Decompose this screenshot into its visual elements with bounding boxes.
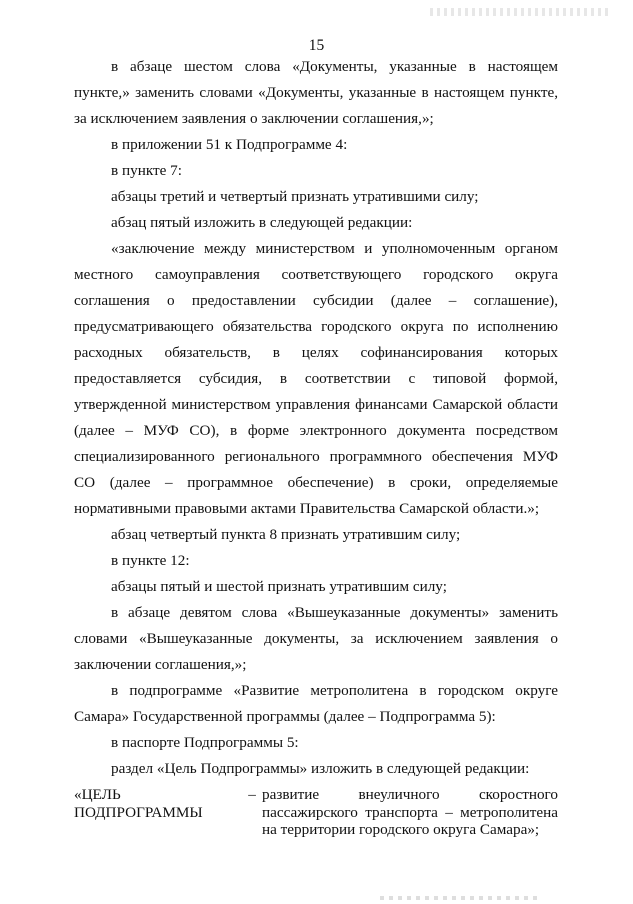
scan-artifact-top [430,8,610,16]
paragraph: «заключение между министерством и уполномоченным органом местного самоуправления соответствующего городского округа соглашения о предоставлении субсидии (далее – соглашение), предусматривающего обязательства городского округа по исполнению расходных обязательств, в целях софинансирования которых предоставляется субсидия, в соответствии с типовой формой, утвержденной министерством управления финансами Самарской области (далее – МУФ СО), в форме электронного документа посредством специализированного регионального программного обеспечения МУФ СО (далее – программное обеспечение) в сроки, определяемые нормативными правовыми актами Правительства Самарской области.»; [74,240,558,517]
document-body [74,54,558,782]
paragraph: в пункте 7: [111,162,182,179]
scan-artifact-bottom [380,896,540,900]
goal-value: развитие внеуличного скоростного пассажирского транспорта – метрополитена на территории городского округа Самара»; [262,786,558,838]
paragraph: абзац четвертый пункта 8 признать утратившим силу; [111,526,461,543]
paragraph: раздел «Цель Подпрограммы» изложить в следующей редакции: [111,760,530,777]
goal-label [74,786,242,839]
paragraph: в паспорте Подпрограммы 5: [111,734,299,751]
paragraph: в приложении 51 к Подпрограмме 4: [111,136,348,153]
goal-dash: – [248,786,256,803]
paragraph: в абзаце девятом слова «Вышеуказанные документы» заменить словами «Вышеуказанные документы, за исключением заявления о заключении соглашения,»; [74,604,558,673]
paragraph: в пункте 12: [111,552,190,569]
paragraph: абзац пятый изложить в следующей редакции: [111,214,413,231]
paragraph: абзацы пятый и шестой признать утратившим силу; [111,578,447,595]
paragraph: абзацы третий и четвертый признать утратившими силу; [111,188,479,205]
goal-label-line-1: «ЦЕЛЬ [74,786,121,803]
page-number: 15 [308,37,325,54]
paragraph: в абзаце шестом слова «Документы, указанные в настоящем пункте,» заменить словами «Документы, указанные в настоящем пункте, за исключением заявления о заключении соглашения,»; [74,58,558,127]
goal-label-line-2: ПОДПРОГРАММЫ [74,803,203,821]
paragraph: в подпрограмме «Развитие метрополитена в городском округе Самара» Государственной программы (далее – Подпрограмма 5): [74,682,558,725]
goal-section-table [74,786,558,839]
